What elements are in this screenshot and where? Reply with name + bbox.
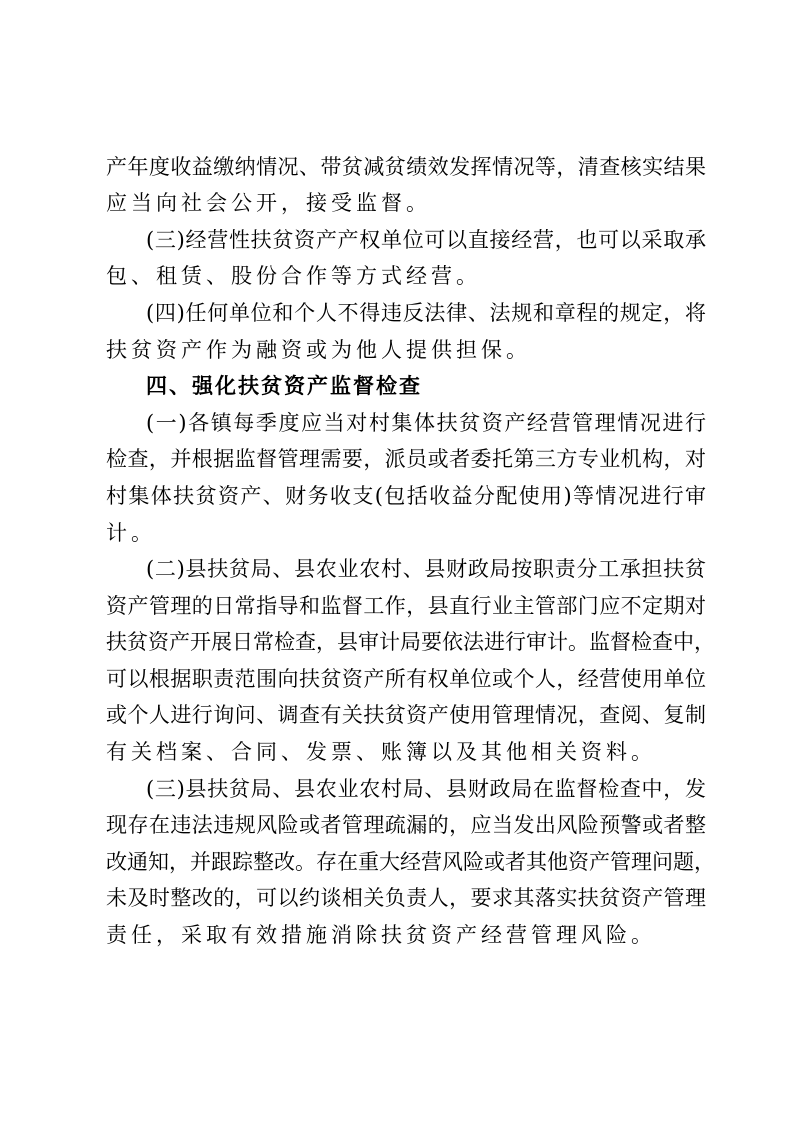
paragraph-line: (一)各镇每季度应当对村集体扶贫资产经营管理情况进行 bbox=[146, 411, 706, 435]
paragraph-line: 检查，并根据监督管理需要，派员或者委托第三方专业机构，对 bbox=[106, 447, 706, 471]
paragraph-line: (三)县扶贫局、县农业农村局、县财政局在监督检查中，发 bbox=[146, 777, 706, 801]
paragraph-line: 责任，采取有效措施消除扶贫资产经营管理风险。 bbox=[106, 923, 656, 947]
paragraph-line: (四)任何单位和个人不得违反法律、法规和章程的规定，将 bbox=[146, 301, 706, 325]
paragraph-line: 包、租赁、股份合作等方式经营。 bbox=[106, 264, 481, 288]
section-heading: 四、强化扶贫资产监督检查 bbox=[146, 374, 422, 398]
paragraph-line: (二)县扶贫局、县农业农村、县财政局按职责分工承担扶贫 bbox=[146, 557, 706, 581]
paragraph-line: 或个人进行询问、调查有关扶贫资产使用管理情况，查阅、复制 bbox=[106, 703, 706, 727]
paragraph-line: 现存在违法违规风险或者管理疏漏的，应当发出风险预警或者整 bbox=[106, 813, 706, 837]
paragraph-line: 资产管理的日常指导和监督工作，县直行业主管部门应不定期对 bbox=[106, 594, 706, 618]
paragraph-line: (三)经营性扶贫资产产权单位可以直接经营，也可以采取承 bbox=[146, 228, 706, 252]
paragraph-line: 有关档案、合同、发票、账簿以及其他相关资料。 bbox=[106, 740, 656, 764]
paragraph-line: 扶贫资产开展日常检查，县审计局要依法进行审计。监督检查中， bbox=[106, 630, 715, 654]
paragraph-line: 村集体扶贫资产、财务收支(包括收益分配使用)等情况进行审 bbox=[106, 484, 706, 508]
paragraph-line: 未及时整改的，可以约谈相关负责人，要求其落实扶贫资产管理 bbox=[106, 886, 706, 910]
paragraph-line: 扶贫资产作为融资或为他人提供担保。 bbox=[106, 338, 531, 362]
paragraph-line: 可以根据职责范围向扶贫资产所有权单位或个人，经营使用单位 bbox=[106, 667, 706, 691]
paragraph-line: 计。 bbox=[106, 521, 156, 545]
paragraph-line: 改通知，并跟踪整改。存在重大经营风险或者其他资产管理问题， bbox=[106, 850, 715, 874]
paragraph-line: 产年度收益缴纳情况、带贫减贫绩效发挥情况等，清查核实结果 bbox=[106, 155, 706, 179]
paragraph-line: 应当向社会公开，接受监督。 bbox=[106, 191, 431, 215]
